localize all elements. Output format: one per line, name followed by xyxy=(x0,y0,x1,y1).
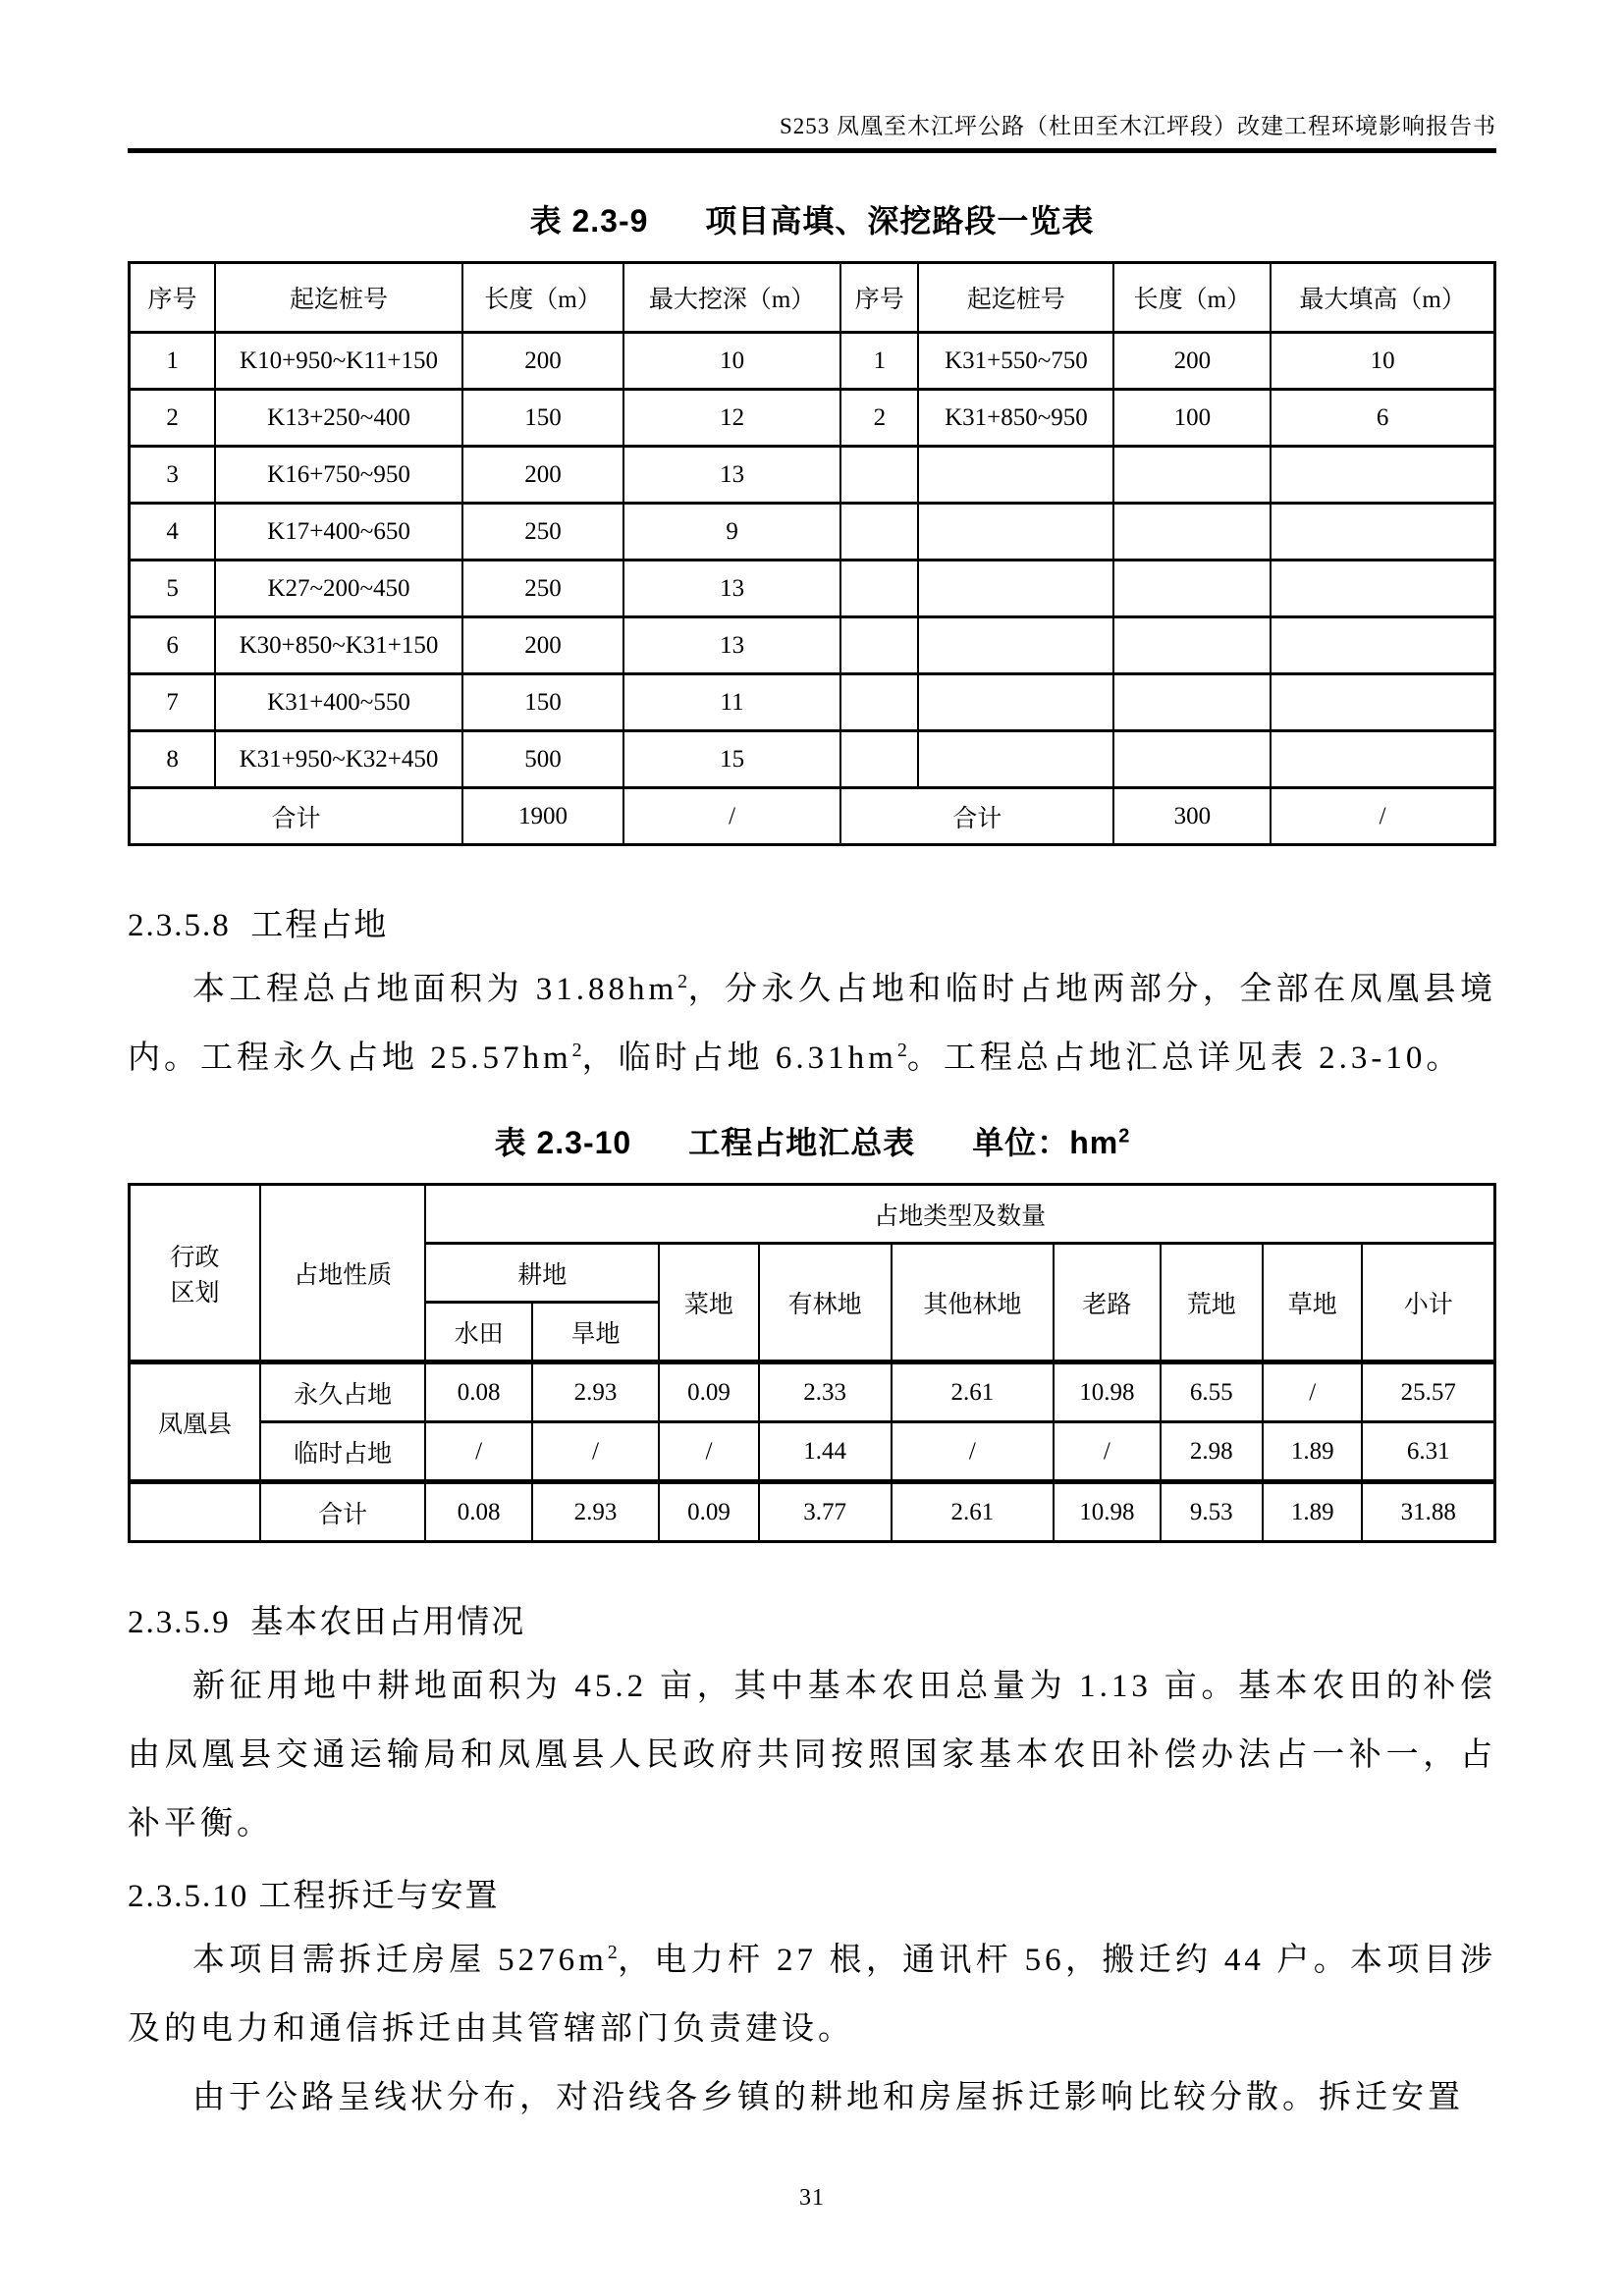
table2-row-permanent xyxy=(130,1362,1495,1422)
table2-total-cell: 10.98 xyxy=(1054,1482,1160,1542)
table2-cell: / xyxy=(1054,1422,1160,1482)
table1-caption xyxy=(128,196,1496,241)
superscript: 2 xyxy=(677,971,688,992)
table2-total-cell: 2.93 xyxy=(532,1482,659,1542)
table2-total-cell: 31.88 xyxy=(1362,1482,1494,1542)
table1-total-label: 合计 xyxy=(840,788,1113,845)
superscript: 2 xyxy=(896,1040,907,1061)
table1-cell: K31+550~750 xyxy=(918,333,1113,390)
table1-cell: K17+400~650 xyxy=(215,504,462,561)
table2-header-paddy: 水田 xyxy=(425,1303,531,1362)
table1-cell: 3 xyxy=(130,447,216,504)
table2-caption xyxy=(128,1118,1496,1163)
table1-cell: 1 xyxy=(130,333,216,390)
table1-cell: 250 xyxy=(462,561,623,617)
table1-row xyxy=(130,731,1495,788)
table2-header-forest: 有林地 xyxy=(759,1244,892,1362)
table1-total-cell: 1900 xyxy=(462,788,623,845)
superscript: 2 xyxy=(571,1040,582,1061)
table2-header-wasteland: 荒地 xyxy=(1161,1244,1263,1362)
table1-cell xyxy=(1113,561,1271,617)
table2-cell: 25.57 xyxy=(1362,1362,1494,1422)
table2-cell: / xyxy=(425,1422,531,1482)
table1-col-header: 最大填高（m） xyxy=(1271,263,1494,333)
table2-header-farmland: 耕地 xyxy=(425,1244,659,1303)
table1-cell: 2 xyxy=(840,390,918,447)
table1-col-header: 最大挖深（m） xyxy=(623,263,840,333)
table1-cell: 13 xyxy=(623,561,840,617)
table1-cell: K10+950~K11+150 xyxy=(215,333,462,390)
table1-cell xyxy=(1113,504,1271,561)
table2-cell: / xyxy=(892,1422,1055,1482)
table2-cell: / xyxy=(1263,1362,1363,1422)
table2-cell: 2.61 xyxy=(892,1362,1055,1422)
table2-cell: 6.31 xyxy=(1362,1422,1494,1482)
table2-cell: 2.33 xyxy=(759,1362,892,1422)
table2-blank-cell xyxy=(130,1482,261,1542)
table1-row xyxy=(130,561,1495,617)
table1-row xyxy=(130,390,1495,447)
table1-cell: 13 xyxy=(623,617,840,674)
table2-total-row xyxy=(130,1482,1495,1542)
table1-cell: 500 xyxy=(462,731,623,788)
table2-header-type-group: 占地类型及数量 xyxy=(425,1185,1494,1244)
table1-cell: K16+750~950 xyxy=(215,447,462,504)
paragraph-text: 。工程总占地汇总详见表 2.3-10。 xyxy=(906,1041,1463,1076)
table1-cell xyxy=(1113,674,1271,731)
table1-cell xyxy=(918,617,1113,674)
section-2-3-5-9-paragraph: 新征用地中耕地面积为 45.2 亩，其中基本农田总量为 1.13 亩。基本农田的补偿由凤凰县交通运输局和凤凰县人民政府共同按照国家基本农田补偿办法占一补一，占补平衡。 xyxy=(128,1669,1496,1842)
table1-cell: 200 xyxy=(462,333,623,390)
table2-total-cell: 0.09 xyxy=(659,1482,759,1542)
section-heading-2-3-5-9: 2.3.5.9 基本农田占用情况 xyxy=(128,1605,526,1640)
table1-cell: 200 xyxy=(462,617,623,674)
table2-total-cell: 9.53 xyxy=(1161,1482,1263,1542)
land-occupation-table xyxy=(128,1183,1496,1543)
table1-cell xyxy=(918,561,1113,617)
table2-cell: 0.09 xyxy=(659,1362,759,1422)
header-line: 行政 xyxy=(170,1244,220,1271)
table2-header-row-1 xyxy=(130,1185,1495,1244)
table2-cell: 0.08 xyxy=(425,1362,531,1422)
table2-cell: / xyxy=(659,1422,759,1482)
table1-col-header: 起迄桩号 xyxy=(918,263,1113,333)
table1-total-cell: / xyxy=(1271,788,1494,845)
table1-cell: K31+950~K32+450 xyxy=(215,731,462,788)
table1-cell xyxy=(1271,504,1494,561)
table1-cell xyxy=(1113,617,1271,674)
table1-cell xyxy=(918,504,1113,561)
table1-col-header: 起迄桩号 xyxy=(215,263,462,333)
table2-cell: / xyxy=(532,1422,659,1482)
table2-header-dry: 旱地 xyxy=(532,1303,659,1362)
table1-cell: 11 xyxy=(623,674,840,731)
header-line: 区划 xyxy=(170,1279,220,1307)
table1-cell xyxy=(840,617,918,674)
table2-header-subtotal: 小计 xyxy=(1362,1244,1494,1362)
table2-county-cell: 凤凰县 xyxy=(130,1362,261,1482)
table2-header-nature: 占地性质 xyxy=(260,1185,425,1362)
table1-caption-label: 表 2.3-9 xyxy=(529,203,649,239)
table1-cell xyxy=(918,447,1113,504)
paragraph-text: ，分永久占地和临时占地两部分，全部在凤凰县境内。工程永久占地 25.57hm xyxy=(128,972,1497,1076)
table2-header-old-road: 老路 xyxy=(1054,1244,1160,1362)
table2-unit xyxy=(972,1118,1129,1163)
table2-row-label: 永久占地 xyxy=(260,1362,425,1422)
superscript: 2 xyxy=(607,1942,618,1963)
paragraph-text: ，临时占地 6.31hm xyxy=(581,1041,897,1076)
unit-text: 单位：hm xyxy=(972,1125,1119,1160)
superscript: 2 xyxy=(1118,1125,1130,1148)
table2-total-cell: 1.89 xyxy=(1263,1482,1363,1542)
table1-row xyxy=(130,674,1495,731)
table1-cell xyxy=(840,674,918,731)
table2-cell: 10.98 xyxy=(1054,1362,1160,1422)
section-heading-2-3-5-10: 2.3.5.10 工程拆迁与安置 xyxy=(128,1879,500,1914)
table2-header-other-forest: 其他林地 xyxy=(892,1244,1055,1362)
table1-cell: 6 xyxy=(130,617,216,674)
table2-total-cell: 0.08 xyxy=(425,1482,531,1542)
paragraph-text: 本工程总占地面积为 31.88hm xyxy=(192,972,678,1007)
paragraph-text: 本项目需拆迁房屋 5276m xyxy=(192,1943,608,1978)
table2-caption-title: 工程占地汇总表 xyxy=(688,1125,916,1160)
table1-cell xyxy=(918,731,1113,788)
table2-cell: 2.93 xyxy=(532,1362,659,1422)
table1-col-header: 长度（m） xyxy=(1113,263,1271,333)
table1-cell xyxy=(1271,561,1494,617)
table1-col-header: 序号 xyxy=(840,263,918,333)
table1-cell: 13 xyxy=(623,447,840,504)
table1-cell: K30+850~K31+150 xyxy=(215,617,462,674)
table1-cell xyxy=(840,561,918,617)
table1-cell: 250 xyxy=(462,504,623,561)
table1-cell: 4 xyxy=(130,504,216,561)
table1-cell: 2 xyxy=(130,390,216,447)
table1-cell xyxy=(1271,617,1494,674)
table1-cell: 150 xyxy=(462,390,623,447)
table1-cell xyxy=(918,674,1113,731)
table1-col-header: 长度（m） xyxy=(462,263,623,333)
table2-total-cell: 2.61 xyxy=(892,1482,1055,1542)
table2-cell: 6.55 xyxy=(1161,1362,1263,1422)
table1-cell: 12 xyxy=(623,390,840,447)
table1-caption-title: 项目高填、深挖路段一览表 xyxy=(705,203,1095,239)
table1-cell xyxy=(1271,731,1494,788)
table1-cell: 9 xyxy=(623,504,840,561)
table1-cell: K27~200~450 xyxy=(215,561,462,617)
table1-header-row xyxy=(130,263,1495,333)
section-2-3-5-10-paragraph-1 xyxy=(128,1926,1496,2063)
table1-cell: 10 xyxy=(1271,333,1494,390)
table2-header-veg: 菜地 xyxy=(659,1244,759,1362)
table1-cell xyxy=(1271,447,1494,504)
table1-cell: 200 xyxy=(462,447,623,504)
table1-row xyxy=(130,333,1495,390)
table1-col-header: 序号 xyxy=(130,263,216,333)
table1-cell: 1 xyxy=(840,333,918,390)
table1-cell: 100 xyxy=(1113,390,1271,447)
table2-total-label: 合计 xyxy=(260,1482,425,1542)
table2-row-label: 临时占地 xyxy=(260,1422,425,1482)
table1-cell: 8 xyxy=(130,731,216,788)
table1-cell xyxy=(1113,731,1271,788)
table1-row xyxy=(130,504,1495,561)
page-number: 31 xyxy=(799,2185,825,2211)
table2-cell: 1.44 xyxy=(759,1422,892,1482)
table1-cell xyxy=(840,504,918,561)
document-header-title: S253 凤凰至木江坪公路（杜田至木江坪段）改建工程环境影响报告书 xyxy=(779,114,1496,138)
table2-caption-label: 表 2.3-10 xyxy=(494,1125,632,1160)
table1-total-row xyxy=(130,788,1495,845)
table1-cell: 15 xyxy=(623,731,840,788)
table1-cell: 10 xyxy=(623,333,840,390)
section-2-3-5-8-paragraph xyxy=(128,955,1496,1093)
table1-row xyxy=(130,447,1495,504)
table1-cell: K13+250~400 xyxy=(215,390,462,447)
section-2-3-5-10-paragraph-2: 由于公路呈线状分布，对沿线各乡镇的耕地和房屋拆迁影响比较分散。拆迁安置 xyxy=(192,2080,1464,2115)
table1-cell xyxy=(1271,674,1494,731)
table1-cell: K31+400~550 xyxy=(215,674,462,731)
table1-cell: 5 xyxy=(130,561,216,617)
table2-header-admin xyxy=(130,1185,261,1362)
table1-cell xyxy=(1113,447,1271,504)
fill-cut-sections-table xyxy=(128,261,1496,846)
table1-cell: 200 xyxy=(1113,333,1271,390)
table2-cell: 2.98 xyxy=(1161,1422,1263,1482)
table1-cell: 6 xyxy=(1271,390,1494,447)
table1-cell: K31+850~950 xyxy=(918,390,1113,447)
table2-row-temporary xyxy=(130,1422,1495,1482)
table2-cell: 1.89 xyxy=(1263,1422,1363,1482)
table1-cell: 7 xyxy=(130,674,216,731)
table1-cell: 150 xyxy=(462,674,623,731)
paragraph-text: ，电力杆 27 根，通讯杆 56，搬迁约 44 户。本项目涉及的电力和通信拆迁由其管辖部门负责建设。 xyxy=(128,1943,1497,2047)
section-heading-2-3-5-8: 2.3.5.8 工程占地 xyxy=(128,908,389,943)
table1-cell xyxy=(840,731,918,788)
table1-total-label: 合计 xyxy=(130,788,462,845)
table2-total-cell: 3.77 xyxy=(759,1482,892,1542)
table2-header-grass: 草地 xyxy=(1263,1244,1363,1362)
table1-total-cell: / xyxy=(623,788,840,845)
table1-cell xyxy=(840,447,918,504)
document-header xyxy=(128,0,1496,153)
table1-row xyxy=(130,617,1495,674)
table1-total-cell: 300 xyxy=(1113,788,1271,845)
